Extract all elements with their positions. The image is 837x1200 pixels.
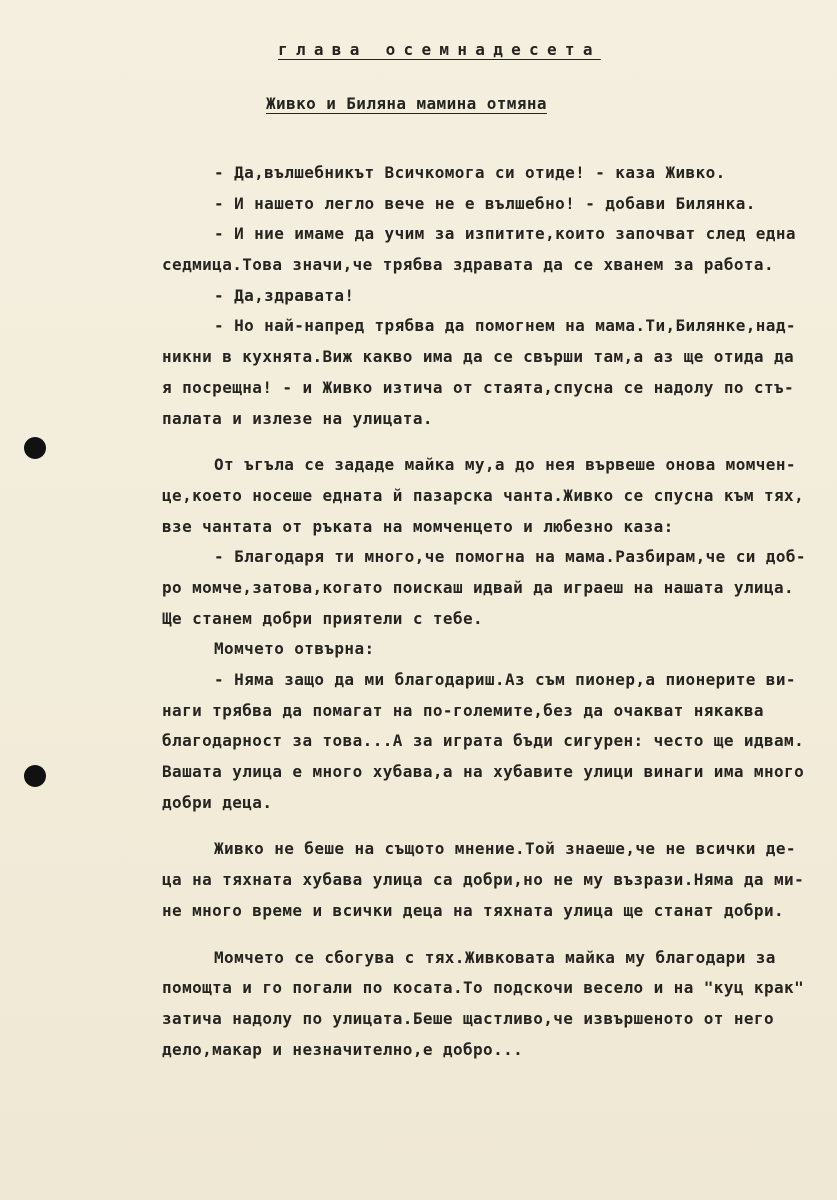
text-line: седмица.Това значи,че трябва здравата да се хванем за работа. <box>162 255 775 275</box>
text-line: Момчето се сбогува с тях.Живковата майка му благодари за <box>214 947 776 967</box>
text-line: ца на тяхната хубава улица са добри,но не му възрази.Няма да ми- <box>162 870 805 890</box>
text-line: Момчето отвърна: <box>214 639 375 659</box>
text-line: добри деца. <box>162 792 273 812</box>
text-line: палата и излезе на улицата. <box>162 408 433 428</box>
text-line: - Да,вълшебникът Всичкомога си отиде! - каза Живко. <box>214 163 726 182</box>
text-line: не много време и всички деца на тяхната улица ще станат добри. <box>162 900 785 920</box>
text-line: - Няма защо да ми благодариш.Аз съм пионер,а пионерите ви- <box>214 670 796 689</box>
text-line: - Да,здравата! <box>214 285 355 305</box>
text-line: благодарност за това...А за играта бъди сигурен: често ще идвам. <box>162 731 805 751</box>
text-line: затича надолу по улицата.Беше щастливо,че извършеното от него <box>162 1008 775 1028</box>
text-line: Ще станем добри приятели с тебе. <box>162 608 484 628</box>
chapter-heading: глава осемнадесета <box>278 40 601 59</box>
text-line: От ъгъла се зададе майка му,а до нея вървеше онова момчен- <box>214 455 796 475</box>
text-line: ро момче,затова,когато поискаш идвай да играеш на нашата улица. <box>162 577 795 597</box>
text-line: - Благодаря ти много,че помогна на мама.Разбирам,че си доб- <box>214 547 806 567</box>
binder-hole <box>24 765 46 787</box>
text-line: я посрещна! - и Живко изтича от стаята,спусна се надолу по стъ- <box>162 377 795 397</box>
text-line: Живко не беше на същото мнение.Той знаеше,че не всички де- <box>214 839 796 859</box>
text-line: це,което носеше едната й пазарска чанта.Живко се спусна към тях, <box>162 485 805 505</box>
text-line: дело,макар и незначително,е добро... <box>162 1039 524 1059</box>
binder-hole <box>24 437 46 459</box>
text-line: взе чантата от ръката на момченцето и любезно каза: <box>162 516 674 536</box>
chapter-title: Живко и Биляна мамина отмяна <box>266 94 547 113</box>
text-line: наги трябва да помагат на по-големите,без да очакват някаква <box>162 700 764 720</box>
text-line: никни в кухнята.Виж какво има да се свърши там,а аз ще отида да <box>162 347 795 367</box>
text-line: - Но най-напред трябва да помогнем на мама.Ти,Билянке,над- <box>214 316 796 336</box>
text-line: - И нашето легло вече не е вълшебно! - добави Билянка. <box>214 193 756 213</box>
body-text <box>162 158 837 1065</box>
text-line: помощта и го погали по косата.То подскочи весело и на "куц крак" <box>162 978 805 998</box>
text-line: - И ние имаме да учим за изпитите,които започват след една <box>214 224 796 244</box>
text-line: Вашата улица е много хубава,а на хубавите улици винаги има много <box>162 762 805 782</box>
